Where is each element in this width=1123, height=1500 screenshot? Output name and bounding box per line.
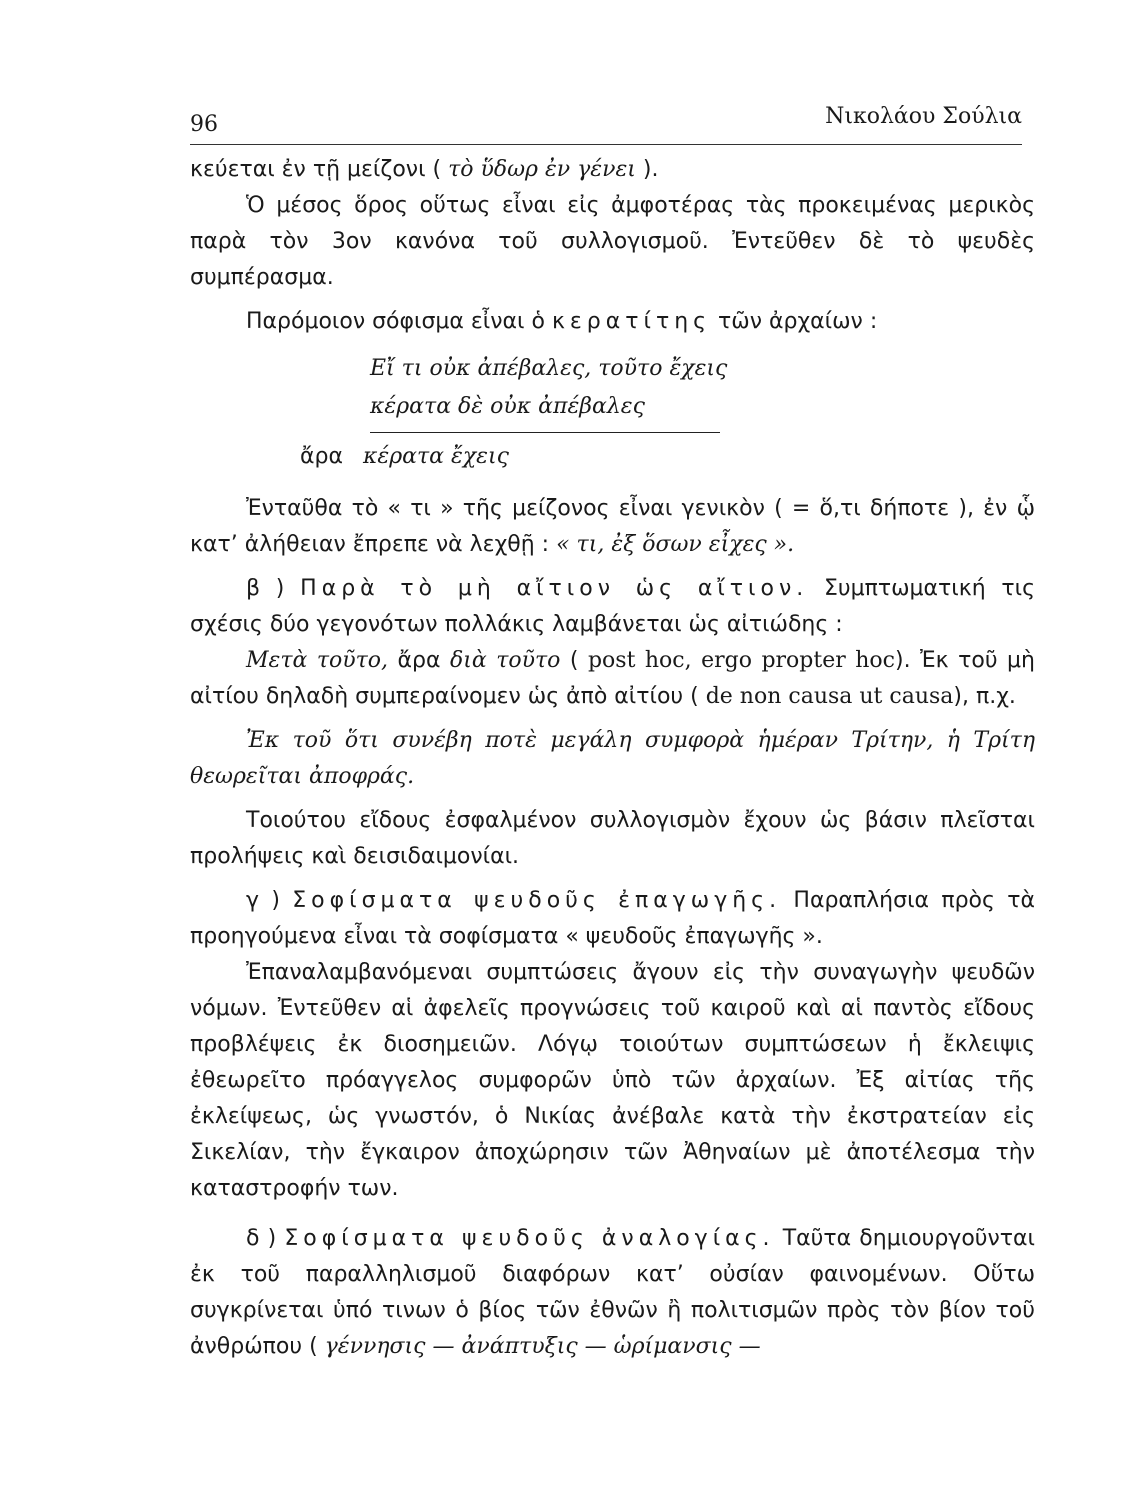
section-gamma: γ ) Σοφίσματα ψευδοῦς ἐπαγωγῆς. Παραπλήσια πρὸς τὰ προηγούμενα εἶναι τὰ σοφίσματα « ψευδοῦς ἐπαγωγῆς ». — [190, 888, 1036, 949]
paragraph-2: Ὁ μέσος ὅρος οὕτως εἶναι εἰς ἀμφοτέρας τὰς προκειμένας μερικὸς παρὰ τὸν 3ον κανόνα τοῦ συλλογισμοῦ. Ἐντεῦθεν δὲ τὸ ψευδὲς συμπέρασμα. — [190, 193, 1035, 290]
syllogism-conclusion: ἄρα κέρατα ἔχεις — [300, 444, 509, 469]
section-delta-heading: Σοφίσματα ψευδοῦς ἀναλογίας. — [284, 1226, 775, 1251]
syllogism-rule — [370, 432, 720, 433]
syllogism-block — [190, 350, 1035, 477]
section-beta: β ) Παρὰ τὸ μὴ αἴτιον ὡς αἴτιον. Συμπτωματική τις σχέσις δύο γεγονότων πολλάκις λαμβάνεται ὡς αἰτιώδης : — [190, 576, 1035, 637]
paragraph-8: Τοιούτου εἴδους ἐσφαλμένον συλλογισμὸν ἔχουν ὡς βάσιν πλεῖσται προλήψεις καὶ δεισιδαιμονίαι. — [190, 808, 1035, 869]
kerating-term: κερατίτης — [551, 309, 712, 334]
syllogism-major: Εἴ τι οὐκ ἀπέβαλες, τοῦτο ἔχεις — [370, 356, 728, 381]
section-beta-heading: Παρὰ τὸ μὴ αἴτιον ὡς αἴτιον. — [300, 576, 809, 601]
running-head-author: Νικολάου Σούλια — [825, 104, 1022, 129]
example-tuesday: Ἐκ τοῦ ὅτι συνέβη ποτὲ μεγάλη συμφορὰ ἡμέραν Τρίτην, ἡ Τρίτη θεωρεῖται ἀποφράς. — [190, 728, 1035, 789]
section-delta: δ ) Σοφίσματα ψευδοῦς ἀναλογίας. Ταῦτα δημιουργοῦνται ἐκ τοῦ παραλληλισμοῦ διαφόρων κατ’ οὐσίαν φαινομένων. Οὕτω συγκρίνεται ὑπό τινων ὁ βίος τῶν ἐθνῶν ἢ πολιτισμῶν πρὸς τὸν βίον τοῦ ἀνθρώπου ( γέννησις — ἀνάπτυξις — ὡρίμανσις — — [190, 1226, 1035, 1359]
running-head — [190, 104, 1022, 145]
paragraph-10: Ἐπαναλαμβανόμεναι συμπτώσεις ἄγουν εἰς τὴν συναγωγὴν ψευδῶν νόμων. Ἐντεῦθεν αἱ ἀφελεῖς προγνώσεις τοῦ καιροῦ καὶ αἱ παντὸς εἴδους προβλέψεις ἐκ διοσημειῶν. Λόγῳ τοιούτων συμπτώσεων ἡ ἔκλειψις ἐθεωρεῖτο πρόαγγελος συμφορῶν ὑπὸ τῶν ἀρχαίων. Ἐξ αἰτίας τῆς ἐκλείψεως, ὡς γνωστόν, ὁ Νικίας ἀνέβαλε κατὰ τὴν ἐκστρατείαν εἰς Σικελίαν, τὴν ἔγκαιρον ἀποχώρησιν τῶν Ἀθηναίων μὲ ἀποτέλεσμα τὴν καταστροφήν των. — [190, 960, 1035, 1201]
paragraph-1: κεύεται ἐν τῇ μείζονι ( τὸ ὕδωρ ἐν γένει ). — [190, 157, 659, 182]
page-body — [190, 152, 1035, 1365]
paragraph-3: Παρόμοιον σόφισμα εἶναι ὁ κερατίτης τῶν ἀρχαίων : — [246, 309, 878, 334]
section-gamma-heading: Σοφίσματα ψευδοῦς ἐπαγωγῆς. — [292, 888, 782, 913]
page-number: 96 — [190, 112, 218, 137]
paragraph-6: Μετὰ τοῦτο, ἄρα διὰ τοῦτο ( post hoc, ergo propter hoc). Ἐκ τοῦ μὴ αἰτίου δηλαδὴ συμπεραίνομεν ὡς ἀπὸ αἰτίου ( de non causa ut causa), π.χ. — [190, 648, 1035, 709]
paragraph-4: Ἐνταῦθα τὸ « τι » τῆς μείζονος εἶναι γενικὸν ( = ὅ,τι δήποτε ), ἐν ᾧ κατ’ ἀλήθειαν ἔπρεπε νὰ λεχθῇ : « τι, ἐξ ὅσων εἶχες ». — [190, 496, 1035, 557]
syllogism-minor: κέρατα δὲ οὐκ ἀπέβαλες — [370, 394, 645, 419]
